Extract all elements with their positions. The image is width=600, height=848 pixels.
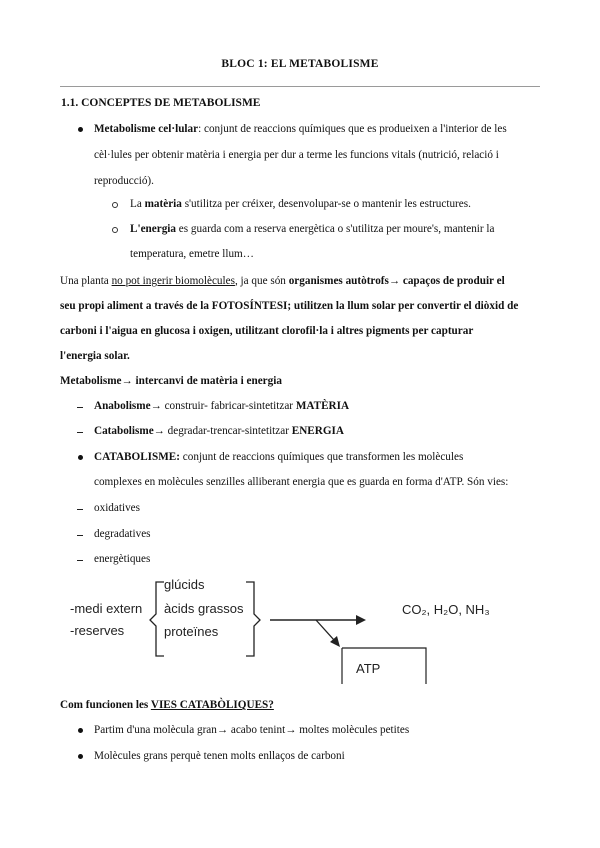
how-item: Molècules grans perquè tenen molts enllaços de carboni bbox=[94, 750, 345, 762]
sub-item-energia-line-2: temperatura, emetre llum… bbox=[130, 248, 254, 260]
dash-marker bbox=[77, 509, 83, 510]
heading-underline: VIES CATABÒLIQUES? bbox=[150, 699, 274, 711]
paragraph-text: Una planta bbox=[60, 275, 112, 287]
item-bold-end: ENERGIA bbox=[291, 425, 344, 437]
via-item: oxidatives bbox=[94, 502, 140, 514]
diagram-label-reserves: -reserves bbox=[70, 623, 125, 638]
sub-bullet-circle bbox=[112, 202, 118, 208]
paragraph-text: , ja que són bbox=[234, 275, 289, 287]
item-text: → degradar-trencar-sintetitzar bbox=[153, 425, 292, 437]
definition-line-1 bbox=[94, 123, 507, 135]
sub-item-prefix: La bbox=[130, 198, 145, 210]
catabolisme-item bbox=[94, 425, 344, 437]
definition-line-3: reproducció). bbox=[94, 175, 154, 187]
sub-item-text: es guarda com a reserva energètica o s'utilitza per moure's, mantenir la bbox=[176, 223, 495, 235]
definition-text: conjunt de reaccions químiques que transformen les molècules bbox=[180, 451, 464, 463]
dash-marker bbox=[77, 407, 83, 408]
right-brace bbox=[246, 582, 260, 656]
item-term: Anabolisme bbox=[94, 400, 151, 412]
sub-bullet-circle bbox=[112, 227, 118, 233]
paragraph-underline: no pot ingerir biomolècules bbox=[111, 275, 235, 287]
anabolisme-item bbox=[94, 400, 349, 412]
paragraph-line-3: carboni i l'aigua en glucosa i oxigen, utilitzant clorofil·la i altres pigments per capturar bbox=[60, 325, 474, 337]
how-item: Partim d'una molècula gran→ acabo tenint→ moltes molècules petites bbox=[94, 724, 410, 736]
dash-marker bbox=[77, 535, 83, 536]
definition-line-2: cèl·lules per obtenir matèria i energia per dur a terme les funcions vitals (nutrició, relació i bbox=[94, 149, 499, 161]
diagram-item-glucids: glúcids bbox=[164, 577, 205, 592]
paragraph-line-2: seu propi aliment a través de la FOTOSÍNTESI; utilitzen la llum solar per convertir el diòxid de bbox=[60, 300, 519, 312]
via-item: degradatives bbox=[94, 528, 151, 540]
diagram-item-proteines: proteïnes bbox=[164, 624, 219, 639]
diagram-label-medi-extern: -medi extern bbox=[70, 601, 143, 616]
dash-marker bbox=[77, 432, 83, 433]
bullet-dot bbox=[78, 728, 83, 733]
title-divider bbox=[60, 86, 540, 87]
bullet-dot bbox=[78, 455, 83, 460]
definition-term: Metabolisme cel·lular bbox=[94, 123, 199, 135]
left-brace bbox=[150, 582, 164, 656]
item-text: → construir- fabricar-sintetitzar bbox=[150, 400, 296, 412]
bullet-dot bbox=[78, 754, 83, 759]
sub-item-energia bbox=[130, 223, 495, 235]
paragraph-line-1 bbox=[60, 275, 505, 287]
section-heading: 1.1. CONCEPTES DE METABOLISME bbox=[61, 97, 261, 109]
paragraph-line-4: l'energia solar. bbox=[60, 350, 130, 362]
item-bold-end: MATÈRIA bbox=[295, 400, 350, 412]
sub-item-term: L'energia bbox=[130, 223, 176, 235]
metabolisme-heading: Metabolisme→ intercanvi de matèria i energia bbox=[60, 375, 282, 387]
heading-text: Com funcionen les bbox=[60, 699, 151, 711]
atp-arrow-line bbox=[316, 620, 334, 640]
via-item: energètiques bbox=[94, 553, 151, 565]
paragraph-bold: organismes autòtrofs→ capaços de produir el bbox=[288, 275, 505, 287]
catabolisme-definition-line-1 bbox=[94, 451, 463, 463]
diagram-item-acids-grassos: àcids grassos bbox=[164, 601, 244, 616]
vies-cataboliques-heading bbox=[60, 699, 274, 711]
definition-term: CATABOLISME: bbox=[94, 451, 180, 463]
sub-item-text: s'utilitza per créixer, desenvolupar-se o mantenir les estructures. bbox=[181, 198, 471, 210]
bullet-dot bbox=[78, 127, 83, 132]
sub-item-term: matèria bbox=[144, 198, 182, 210]
atp-box bbox=[342, 648, 426, 684]
sub-item-materia bbox=[130, 198, 471, 210]
reaction-arrow-head bbox=[356, 615, 366, 625]
catabolisme-definition-line-2: complexes en molècules senzilles alliberant energia que es guarda en forma d'ATP. Són vies: bbox=[94, 476, 509, 488]
catabolism-diagram bbox=[60, 572, 540, 684]
page-title: BLOC 1: EL METABOLISME bbox=[221, 58, 379, 70]
dash-marker bbox=[77, 560, 83, 561]
definition-text: : conjunt de reaccions químiques que es produeixen a l'interior de les bbox=[198, 123, 507, 135]
diagram-atp: ATP bbox=[356, 661, 381, 676]
item-term: Catabolisme bbox=[94, 425, 154, 437]
diagram-products: CO₂, H₂O, NH₃ bbox=[402, 602, 490, 617]
